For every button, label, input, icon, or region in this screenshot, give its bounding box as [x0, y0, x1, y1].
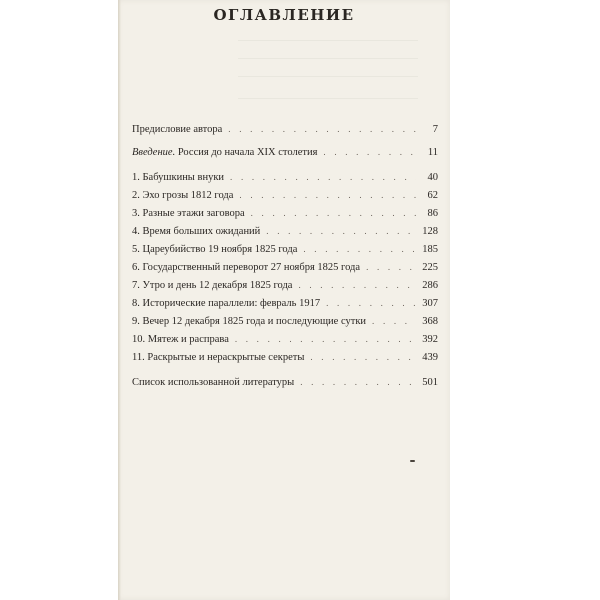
toc-entry-chapter-7 — [132, 280, 438, 296]
toc-entry-chapter-8 — [132, 298, 438, 314]
toc-entry-chapter-9 — [132, 316, 438, 332]
toc-entry-label: 7. Утро и день 12 декабря 1825 года — [132, 280, 293, 291]
toc-entry-page: 40 — [427, 172, 438, 183]
dot-leader — [230, 172, 416, 182]
toc-entry-label: 5. Цареубийство 19 ноября 1825 года — [132, 244, 298, 255]
toc-entry-page: 86 — [427, 208, 438, 219]
dot-leader — [310, 352, 416, 362]
book-page — [118, 0, 450, 600]
toc-entry-label: 11. Раскрытые и нераскрытые секреты — [132, 352, 305, 363]
toc-entry-bibliography — [132, 377, 438, 393]
dot-leader — [251, 208, 416, 218]
toc-entry-page: 368 — [422, 316, 438, 327]
toc-entry-chapter-10 — [132, 334, 438, 350]
toc-entry-page: 185 — [422, 244, 438, 255]
dot-leader — [228, 124, 416, 134]
toc-entry-label-rest: Россия до начала XIX столетия — [175, 147, 318, 158]
toc-entry-label — [132, 147, 317, 158]
toc-entry-chapter-11 — [132, 352, 438, 368]
dot-leader — [303, 244, 416, 254]
toc-entry-preface — [132, 124, 438, 140]
toc-entry-chapter-2 — [132, 190, 438, 206]
show-through-line — [238, 58, 418, 59]
dot-leader — [323, 147, 416, 157]
toc-entry-introduction — [132, 147, 438, 163]
toc-entry-label: 10. Мятеж и расправа — [132, 334, 229, 345]
ink-speck — [410, 460, 415, 462]
toc-entry-page: 128 — [422, 226, 438, 237]
dot-leader — [372, 316, 416, 326]
toc-entry-label: 1. Бабушкины внуки — [132, 172, 225, 183]
toc-entry-chapter-6 — [132, 262, 438, 278]
toc-entry-label: 6. Государственный переворот 27 ноября 1825 года — [132, 262, 361, 273]
toc-entry-label: 4. Время больших ожиданий — [132, 226, 261, 237]
dot-leader — [239, 190, 416, 200]
toc-entry-page: 392 — [422, 334, 438, 345]
dot-leader — [366, 262, 416, 272]
toc-entry-chapter-5 — [132, 244, 438, 260]
toc-entry-label: Предисловие автора — [132, 124, 223, 135]
dot-leader — [300, 377, 416, 387]
show-through-line — [238, 40, 418, 41]
dot-leader — [266, 226, 416, 236]
toc-entry-page: 439 — [422, 352, 438, 363]
toc-entry-label: Список использованной литературы — [132, 377, 295, 388]
show-through-line — [238, 98, 418, 99]
page-title: ОГЛАВЛЕНИЕ — [213, 6, 355, 24]
toc-entry-label-italic: Введение. — [132, 147, 176, 158]
toc-entry-chapter-3 — [132, 208, 438, 224]
toc-entry-label: 8. Исторические параллели: февраль 1917 — [132, 298, 321, 309]
show-through-line — [238, 76, 418, 77]
toc-entry-page: 225 — [422, 262, 438, 273]
toc-entry-chapter-4 — [132, 226, 438, 242]
toc-entry-page: 501 — [422, 377, 438, 388]
toc-entry-page: 307 — [422, 298, 438, 309]
dot-leader — [235, 334, 416, 344]
toc-entry-page: 286 — [422, 280, 438, 291]
dot-leader — [326, 298, 416, 308]
toc-entry-label: 3. Разные этажи заговора — [132, 208, 245, 219]
toc-entry-label: 2. Эхо грозы 1812 года — [132, 190, 234, 201]
toc-entry-chapter-1 — [132, 172, 438, 188]
toc-entry-label: 9. Вечер 12 декабря 1825 года и последующие сутки — [132, 316, 367, 327]
dot-leader — [298, 280, 416, 290]
toc-entry-page: 62 — [427, 190, 438, 201]
toc-entry-page: 11 — [427, 147, 438, 158]
toc-entry-page: 7 — [432, 124, 438, 135]
